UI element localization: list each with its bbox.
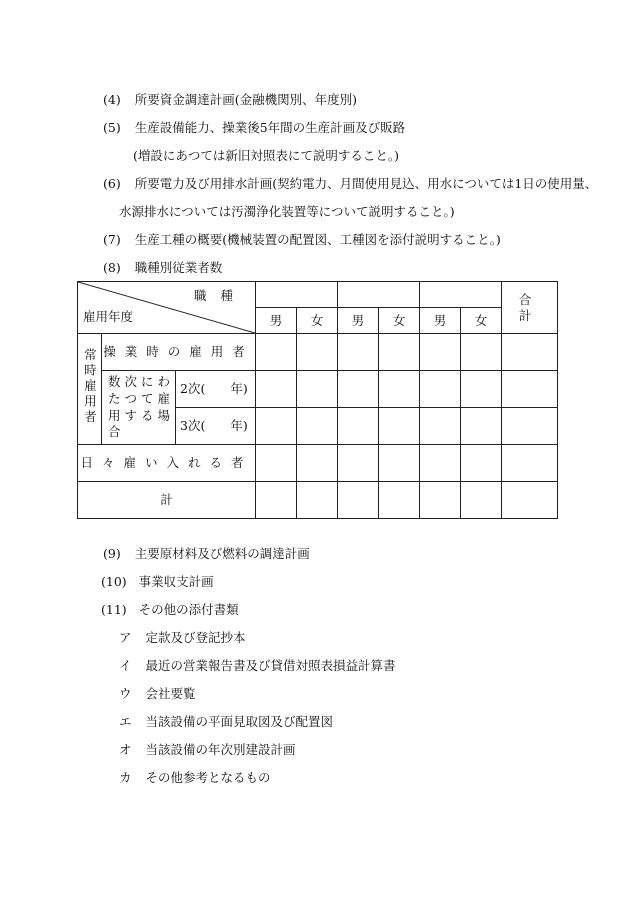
data-cell: [297, 482, 338, 519]
item-8: [103, 258, 222, 276]
item-4: [103, 90, 357, 108]
data-cell: [256, 334, 297, 371]
data-cell: [502, 482, 558, 519]
data-cell: [338, 334, 379, 371]
data-cell: [502, 445, 558, 482]
item-11-i: [119, 656, 396, 674]
data-cell: [297, 408, 338, 445]
item-text: 会社要覧: [145, 686, 196, 701]
item-text: (増設にあつては新旧対照表にて説明すること。): [133, 148, 400, 163]
item-9: [103, 544, 310, 562]
female-header: 女: [461, 308, 502, 334]
item-11-e: [119, 712, 333, 730]
data-cell: [379, 408, 420, 445]
data-cell: [502, 371, 558, 408]
data-cell: [338, 482, 379, 519]
data-cell: [338, 408, 379, 445]
item-text: その他の添付書類: [138, 602, 239, 617]
item-text: その他参考となるもの: [145, 770, 271, 785]
data-cell: [338, 371, 379, 408]
total-column-header: 合 計: [502, 282, 558, 334]
data-cell: [338, 445, 379, 482]
item-number: エ: [119, 714, 132, 729]
daily-workers-label: 日々雇い入れる者: [78, 445, 256, 482]
male-header: 男: [420, 308, 461, 334]
data-cell: [461, 371, 502, 408]
item-6: [103, 174, 597, 192]
item-number: イ: [119, 658, 132, 673]
item-text: 生産設備能力、操業後5年間の生産計画及び販路: [134, 120, 406, 135]
item-text: 最近の営業報告書及び貸借対照表損益計算書: [145, 658, 396, 673]
item-text: 当該設備の平面見取図及び配置図: [145, 714, 334, 729]
data-cell: [297, 371, 338, 408]
job-type-cell: [256, 282, 338, 308]
total-row-label: 計: [78, 482, 256, 519]
item-text: 事業収支計画: [138, 574, 214, 589]
item-text: 主要原材料及び燃料の調達計画: [134, 546, 310, 561]
data-cell: [461, 408, 502, 445]
data-cell: [502, 334, 558, 371]
item-text: 所要電力及び用排水計画(契約電力、月間使用見込、用水については1日の使用量、: [134, 176, 598, 191]
item-number: (11): [101, 602, 127, 617]
item-11-o: [119, 740, 296, 758]
item-text: 水源排水については汚濁浄化装置等について説明すること。): [119, 204, 455, 219]
item-number: オ: [119, 742, 132, 757]
item-number: (4): [103, 92, 121, 107]
year-2-label: 2次( 年): [176, 371, 256, 408]
item-text: 職種別従業者数: [134, 260, 223, 275]
data-cell: [297, 445, 338, 482]
data-cell: [420, 408, 461, 445]
data-cell: [461, 482, 502, 519]
regular-employees-label: 常時雇用者: [78, 334, 102, 445]
item-11-ka: [119, 768, 271, 786]
female-header: 女: [297, 308, 338, 334]
item-text: 生産工種の概要(機械装置の配置図、工種図を添付説明すること。): [134, 232, 501, 247]
data-cell: [256, 445, 297, 482]
job-type-cell: [338, 282, 420, 308]
male-header: 男: [256, 308, 297, 334]
item-number: (5): [103, 120, 121, 135]
data-cell: [256, 482, 297, 519]
header-employment-year: 雇用年度: [83, 309, 134, 325]
diagonal-header-cell: [78, 282, 256, 334]
item-text: 所要資金調達計画(金融機関別、年度別): [134, 92, 357, 107]
male-header: 男: [338, 308, 379, 334]
job-type-cell: [420, 282, 502, 308]
data-cell: [420, 482, 461, 519]
item-text: 当該設備の年次別建設計画: [145, 742, 296, 757]
item-number: (7): [103, 232, 121, 247]
data-cell: [256, 408, 297, 445]
item-number: (6): [103, 176, 121, 191]
data-cell: [379, 445, 420, 482]
item-5: [103, 118, 405, 136]
employee-table: [77, 281, 562, 519]
item-text: 定款及び登記抄本: [145, 630, 246, 645]
data-cell: [379, 482, 420, 519]
data-cell: [502, 408, 558, 445]
item-number: ウ: [119, 686, 132, 701]
data-cell: [420, 371, 461, 408]
item-number: カ: [119, 770, 132, 785]
item-11: [101, 600, 239, 618]
data-cell: [461, 445, 502, 482]
data-cell: [379, 334, 420, 371]
item-number: ア: [119, 630, 132, 645]
item-5-note: [133, 146, 399, 164]
operating-employees-label: 操業時の雇用者: [102, 334, 256, 371]
item-11-u: [119, 684, 196, 702]
data-cell: [297, 334, 338, 371]
item-number: (10): [101, 574, 127, 589]
item-10: [101, 572, 214, 590]
female-header: 女: [379, 308, 420, 334]
data-cell: [420, 445, 461, 482]
item-11-a: [119, 628, 246, 646]
item-7: [103, 230, 501, 248]
multi-year-label: 数次にわたつて雇用する場合: [102, 371, 176, 445]
item-number: (8): [103, 260, 121, 275]
data-cell: [256, 371, 297, 408]
data-cell: [420, 334, 461, 371]
data-cell: [379, 371, 420, 408]
item-number: (9): [103, 546, 121, 561]
year-3-label: 3次( 年): [176, 408, 256, 445]
item-6-cont: [119, 202, 455, 220]
header-job-type: 職種: [194, 288, 248, 303]
data-cell: [461, 334, 502, 371]
